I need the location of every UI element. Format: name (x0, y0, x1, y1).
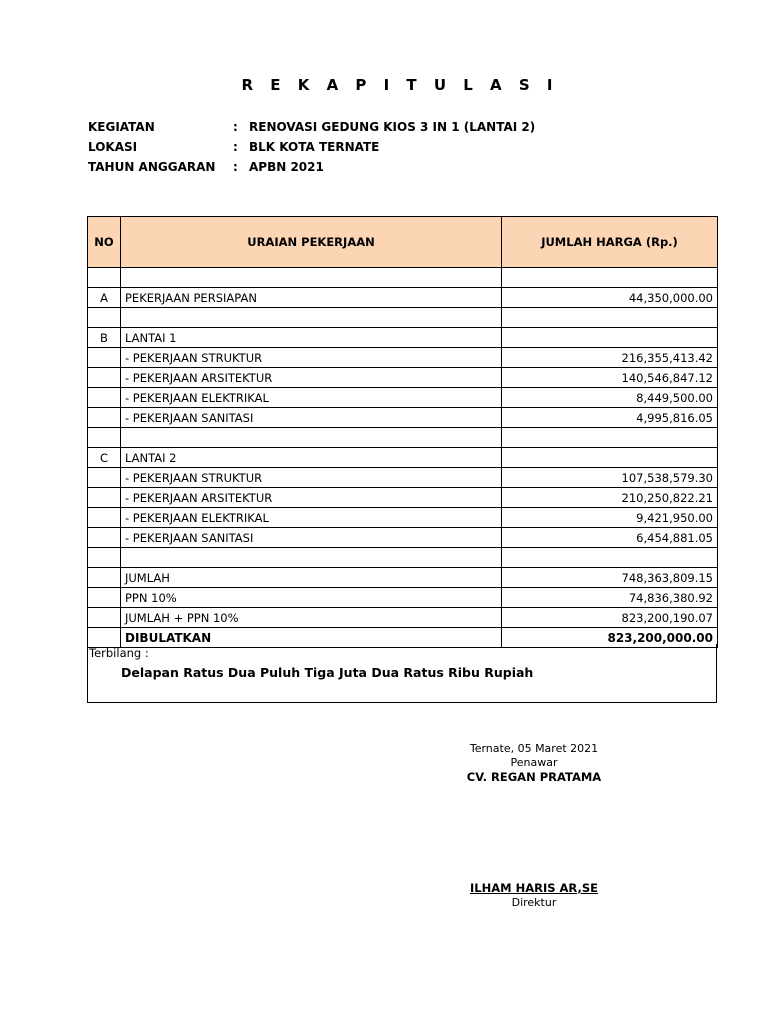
info-value: BLK KOTA TERNATE (249, 140, 380, 154)
table-row (88, 388, 718, 408)
cell-no (88, 548, 121, 568)
terbilang-box (87, 644, 717, 703)
cell-uraian: PEKERJAAN PERSIAPAN (121, 288, 502, 308)
cell-uraian: - PEKERJAAN SANITASI (121, 528, 502, 548)
header-uraian: URAIAN PEKERJAAN (121, 217, 502, 268)
cell-uraian: JUMLAH + PPN 10% (121, 608, 502, 628)
cell-no: A (88, 288, 121, 308)
table-row (88, 608, 718, 628)
cell-no: B (88, 328, 121, 348)
cell-uraian (121, 308, 502, 328)
header-no: NO (88, 217, 121, 268)
cell-uraian: - PEKERJAAN ARSITEKTUR (121, 368, 502, 388)
cell-jumlah (502, 548, 718, 568)
cell-no (88, 348, 121, 368)
cell-no (88, 588, 121, 608)
table-row (88, 548, 718, 568)
table-row (88, 568, 718, 588)
page-title: R E K A P I T U L A S I (241, 76, 559, 94)
cell-no (88, 428, 121, 448)
table-row (88, 508, 718, 528)
cell-uraian: JUMLAH (121, 568, 502, 588)
cell-no: C (88, 448, 121, 468)
table-row (88, 408, 718, 428)
info-colon: : (233, 140, 238, 154)
cell-jumlah (502, 428, 718, 448)
cell-jumlah (502, 308, 718, 328)
table-row (88, 588, 718, 608)
cell-uraian: - PEKERJAAN STRUKTUR (121, 348, 502, 368)
cell-jumlah: 823,200,190.07 (502, 608, 718, 628)
cell-uraian: - PEKERJAAN ELEKTRIKAL (121, 508, 502, 528)
cell-jumlah: 44,350,000.00 (502, 288, 718, 308)
cell-no (88, 608, 121, 628)
table-row (88, 348, 718, 368)
cell-jumlah: 216,355,413.42 (502, 348, 718, 368)
cell-uraian: LANTAI 2 (121, 448, 502, 468)
cell-no (88, 528, 121, 548)
cell-jumlah: 748,363,809.15 (502, 568, 718, 588)
table-row (88, 288, 718, 308)
info-value: RENOVASI GEDUNG KIOS 3 IN 1 (LANTAI 2) (249, 120, 536, 134)
terbilang-label: Terbilang : (89, 646, 149, 660)
cell-no (88, 408, 121, 428)
table-row (88, 328, 718, 348)
cell-no (88, 488, 121, 508)
cell-uraian: - PEKERJAAN ELEKTRIKAL (121, 388, 502, 408)
cell-uraian: - PEKERJAAN STRUKTUR (121, 468, 502, 488)
cell-jumlah: 210,250,822.21 (502, 488, 718, 508)
table-row (88, 448, 718, 468)
cell-jumlah: 74,836,380.92 (502, 588, 718, 608)
signature-role: Penawar (510, 756, 558, 769)
cell-uraian: DIBULATKAN (121, 628, 502, 648)
info-label: LOKASI (88, 140, 138, 154)
cell-uraian: - PEKERJAAN ARSITEKTUR (121, 488, 502, 508)
cell-uraian (121, 268, 502, 288)
cell-no (88, 468, 121, 488)
signature-place-date: Ternate, 05 Maret 2021 (469, 742, 599, 755)
cell-no (88, 268, 121, 288)
table-row (88, 268, 718, 288)
cell-jumlah (502, 268, 718, 288)
cell-uraian (121, 428, 502, 448)
cell-jumlah (502, 328, 718, 348)
cell-no (88, 508, 121, 528)
signature-company: CV. REGAN PRATAMA (466, 770, 602, 784)
table-row (88, 468, 718, 488)
cell-jumlah: 9,421,950.00 (502, 508, 718, 528)
table-row (88, 488, 718, 508)
cell-no (88, 308, 121, 328)
info-label: KEGIATAN (88, 120, 155, 134)
cell-uraian: PPN 10% (121, 588, 502, 608)
cell-jumlah: 8,449,500.00 (502, 388, 718, 408)
cell-no (88, 388, 121, 408)
cell-jumlah: 107,538,579.30 (502, 468, 718, 488)
table-header-row (88, 217, 718, 268)
table-row (88, 428, 718, 448)
cell-jumlah: 4,995,816.05 (502, 408, 718, 428)
cell-jumlah: 140,546,847.12 (502, 368, 718, 388)
info-label: TAHUN ANGGARAN (88, 160, 216, 174)
terbilang-text: Delapan Ratus Dua Puluh Tiga Juta Dua Ratus Ribu Rupiah (121, 665, 534, 680)
signature-position: Direktur (511, 896, 557, 909)
cell-jumlah: 823,200,000.00 (502, 628, 718, 648)
cell-uraian: - PEKERJAAN SANITASI (121, 408, 502, 428)
table-row (88, 308, 718, 328)
cell-jumlah (502, 448, 718, 468)
table-row (88, 368, 718, 388)
cell-jumlah: 6,454,881.05 (502, 528, 718, 548)
header-jumlah: JUMLAH HARGA (Rp.) (502, 217, 718, 268)
recap-table (87, 216, 718, 648)
signature-name: ILHAM HARIS AR,SE (470, 881, 598, 895)
info-colon: : (233, 120, 238, 134)
cell-uraian: LANTAI 1 (121, 328, 502, 348)
cell-uraian (121, 548, 502, 568)
info-value: APBN 2021 (249, 160, 324, 174)
cell-no (88, 568, 121, 588)
info-colon: : (233, 160, 238, 174)
cell-no (88, 368, 121, 388)
table-row (88, 528, 718, 548)
